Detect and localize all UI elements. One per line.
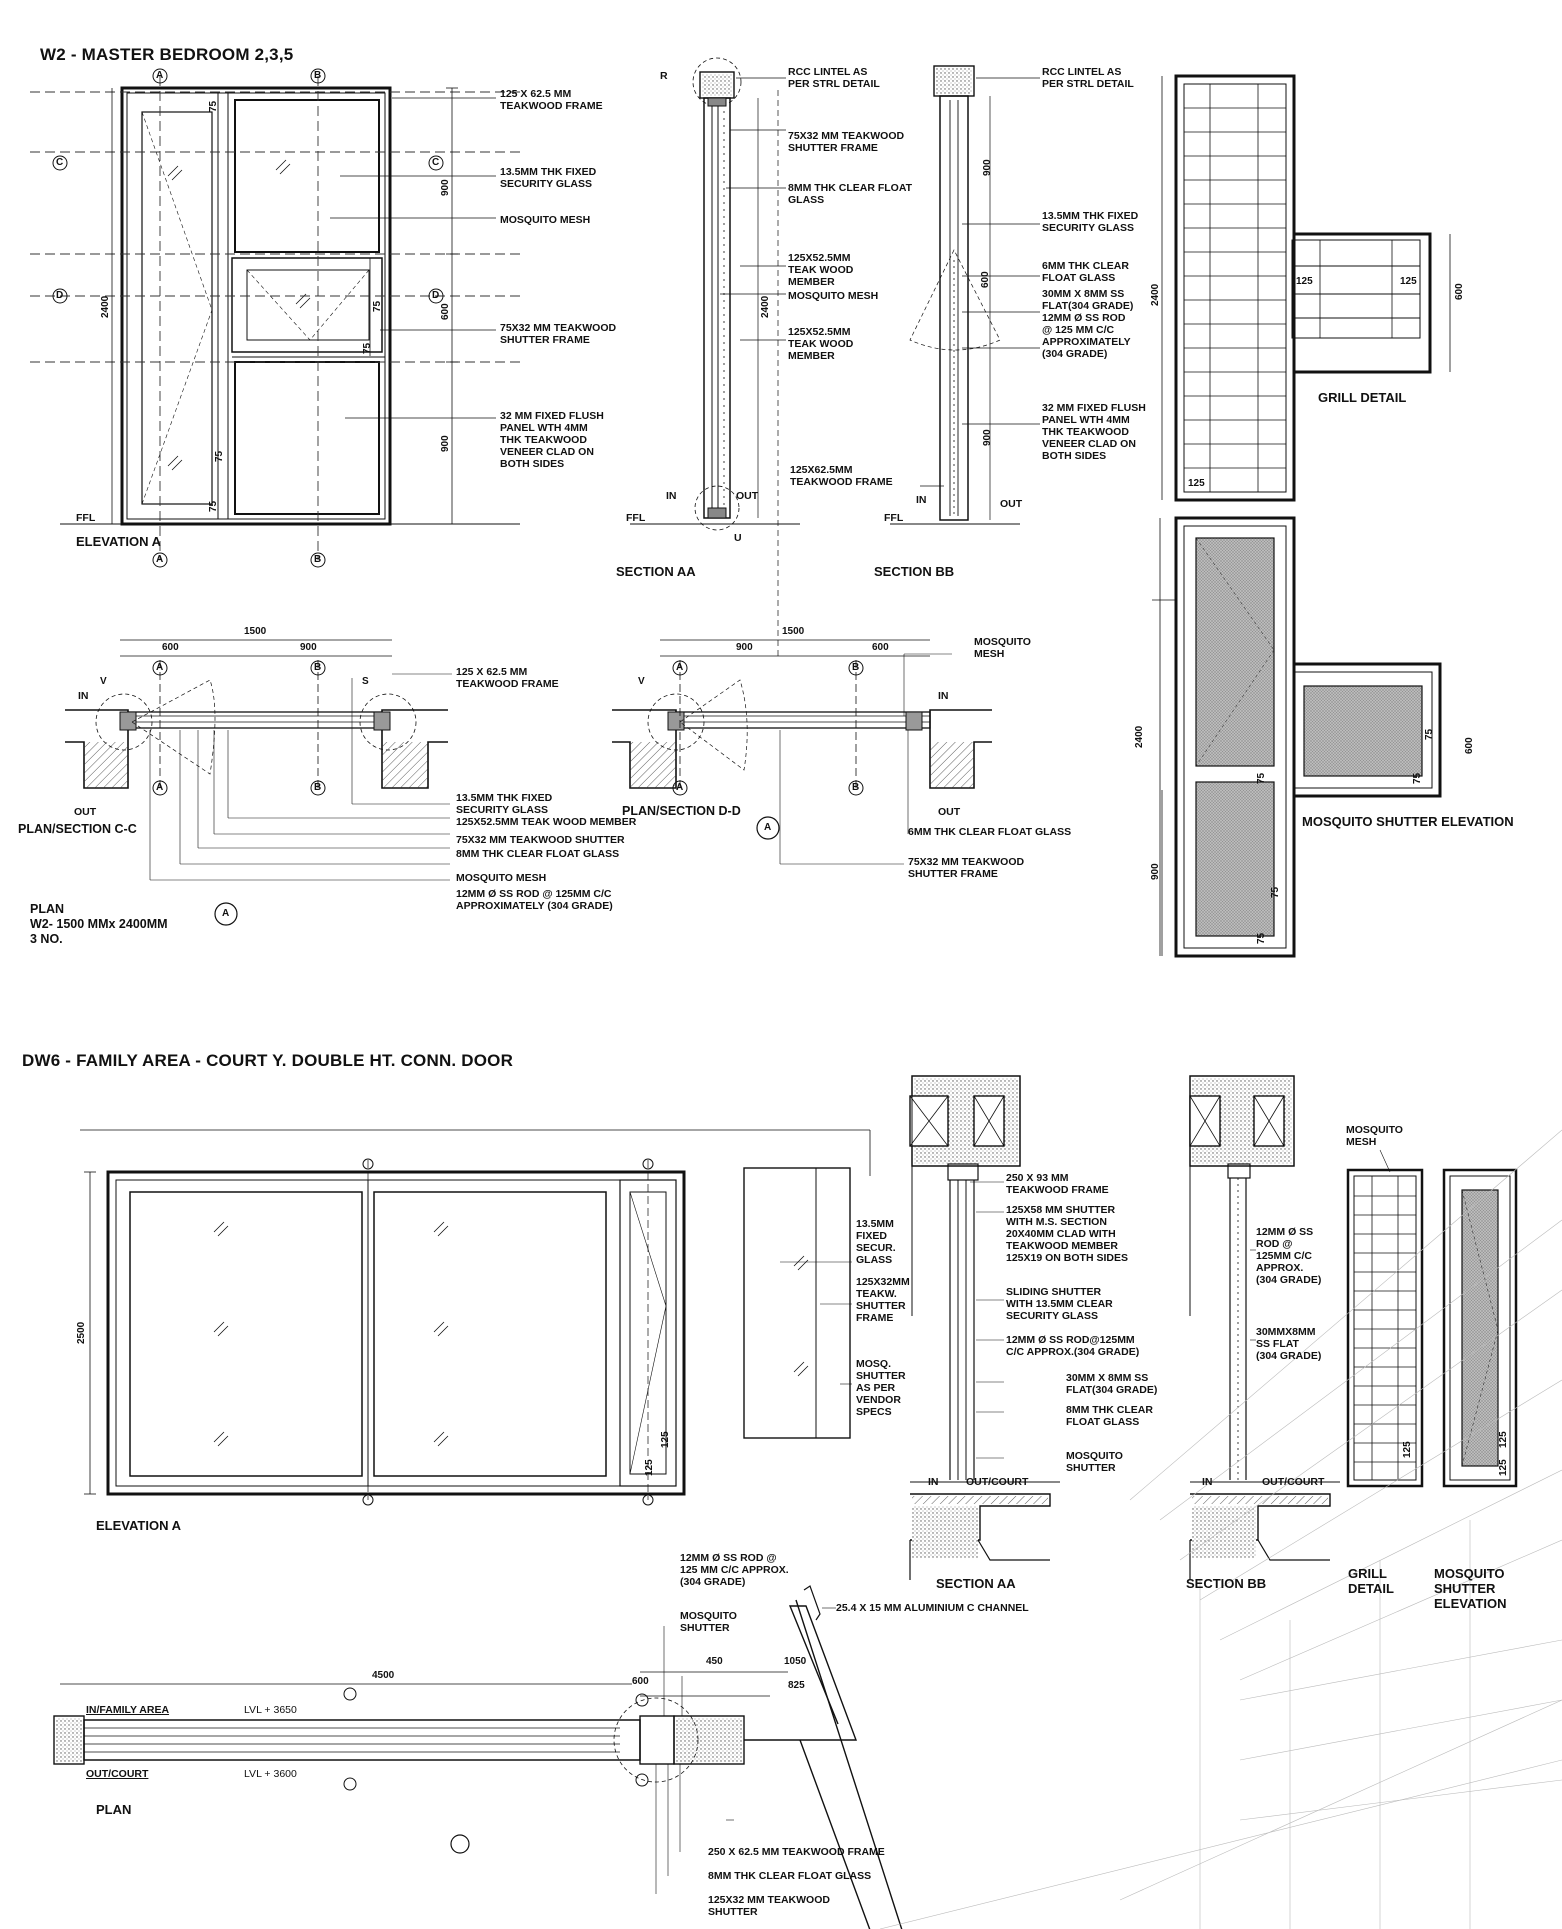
w2-section-bb-caption: SECTION BB [874, 564, 955, 579]
w2-sec-out: OUT [736, 490, 759, 502]
w2-dd-v: V [638, 676, 645, 687]
w2-plan-member: 125X52.5MM TEAK WOOD MEMBER [456, 816, 637, 828]
w2-grill-dim-125-c: 125 [1188, 478, 1205, 489]
w2-plan-dim-900: 900 [300, 642, 317, 653]
w2-secb-ss-rod: 12MM Ø SS ROD @ 125 MM C/C APPROXIMATELY (304 GRADE) [1042, 312, 1131, 360]
w2-label-mesh: MOSQUITO MESH [500, 214, 591, 226]
w2-dd-dim-600: 600 [872, 642, 889, 653]
w2-dim-2400: 2400 [100, 295, 111, 318]
w2-mosq-dim-75-d: 75 [1270, 886, 1281, 898]
w2-dim-75-c: 75 [362, 342, 373, 354]
dw6-bb-out: OUT/COURT [1262, 1476, 1325, 1488]
dw6-plan-in-family: IN/FAMILY AREA [86, 1704, 170, 1716]
w2-sec-member-b: 125X52.5MM TEAK WOOD MEMBER [788, 326, 854, 362]
w2-secb-ffl: FFL [884, 512, 904, 524]
w2-dd-frame: 75X32 MM TEAKWOOD SHUTTER FRAME [908, 856, 1025, 880]
w2-grid-c-right: C [432, 157, 440, 168]
dw6-plan-mosq: MOSQUITO SHUTTER [680, 1610, 737, 1634]
w2-grid-a-top: A [156, 70, 164, 81]
w2-dd-symbol-a: A [764, 822, 772, 833]
w2-dd-grid-b: B [852, 662, 860, 673]
dw6-mesh: MOSQUITO MESH [1346, 1124, 1403, 1148]
dw6-plan-dim-600: 600 [632, 1676, 649, 1687]
w2-mosq-dim-75-a: 75 [1424, 728, 1435, 740]
w2-dim-75-a: 75 [208, 100, 219, 112]
dw6-elevation [80, 1130, 870, 1505]
w2-dd-grid-b-bottom: B [852, 782, 860, 793]
w2-dd-grid-a-bottom: A [676, 782, 684, 793]
w2-ffl: FFL [76, 512, 96, 524]
w2-plan-float: 8MM THK CLEAR FLOAT GLASS [456, 848, 620, 860]
w2-grid-c-left: C [56, 157, 64, 168]
w2-plan-grid-a: A [156, 662, 164, 673]
w2-dim-75-d: 75 [214, 450, 225, 462]
w2-grid-a-bottom: A [156, 554, 164, 565]
w2-mosquito-elevation [1152, 518, 1440, 956]
w2-plan-symbol-a: A [222, 908, 230, 919]
w2-grill-detail [1162, 76, 1450, 500]
dw6-aa-rod: 12MM Ø SS ROD@125MM C/C APPROX.(304 GRADE) [1006, 1334, 1140, 1358]
w2-dim-900-bottom: 900 [440, 435, 451, 452]
w2-plan-grid-b: B [314, 662, 322, 673]
w2-dim-900-top: 900 [440, 179, 451, 196]
dw6-bb-flat: 30MMX8MM SS FLAT (304 GRADE) [1256, 1326, 1322, 1362]
dw6-plan-rod: 12MM Ø SS ROD @ 125 MM C/C APPROX. (304 GRADE) [680, 1552, 789, 1588]
dw6-aa-in: IN [928, 1476, 939, 1488]
w2-label-shutter-frame: 75X32 MM TEAKWOOD SHUTTER FRAME [500, 322, 617, 346]
dw6-shutter-frame: 125X32MM TEAKW. SHUTTER FRAME [856, 1276, 910, 1324]
w2-plan-frame: 125 X 62.5 MM TEAKWOOD FRAME [456, 666, 559, 690]
dw6-plan-lvl2: LVL + 3600 [244, 1768, 297, 1780]
w2-dim-75-b: 75 [372, 300, 383, 312]
dw6-title: DW6 - FAMILY AREA - COURT Y. DOUBLE HT. CONN. DOOR [22, 1051, 514, 1070]
dw6-plan-dim-450: 450 [706, 1656, 723, 1667]
w2-plan-dim-1500: 1500 [244, 626, 267, 637]
w2-plan-grid-b-bottom: B [314, 782, 322, 793]
dw6-aa-mosq: MOSQUITO SHUTTER [1066, 1450, 1123, 1474]
w2-secb-dim-600: 600 [980, 271, 991, 288]
w2-plan-mesh: MOSQUITO MESH [456, 872, 547, 884]
dw6-section-aa-caption: SECTION AA [936, 1576, 1016, 1591]
w2-mosquito-elevation-caption: MOSQUITO SHUTTER ELEVATION [1302, 814, 1514, 829]
w2-plan-sec-glass: 13.5MM THK FIXED SECURITY GLASS [456, 792, 553, 816]
w2-secb-in: IN [916, 494, 927, 506]
w2-mosq-dim-2400: 2400 [1134, 725, 1145, 748]
dw6-bb-in: IN [1202, 1476, 1213, 1488]
w2-secb-security-glass: 13.5MM THK FIXED SECURITY GLASS [1042, 210, 1139, 234]
dw6-aa-float: 8MM THK CLEAR FLOAT GLASS [1066, 1404, 1153, 1428]
w2-sec-dim-2400: 2400 [760, 295, 771, 318]
dw6-grill-detail [1348, 1150, 1422, 1486]
w2-grill-caption: GRILL DETAIL [1318, 390, 1407, 405]
dw6-aa-sliding: SLIDING SHUTTER WITH 13.5MM CLEAR SECURITY GLASS [1006, 1286, 1113, 1322]
w2-grid-d-right: D [432, 290, 440, 301]
w2-grid-b-top: B [314, 70, 322, 81]
w2-plan-cc-caption: PLAN/SECTION C-C [18, 822, 137, 836]
dw6-elevation-caption: ELEVATION A [96, 1518, 181, 1533]
w2-dim-75-e: 75 [208, 500, 219, 512]
dw6-section-aa [910, 1076, 1060, 1580]
dw6-aa-shutter: 125X58 MM SHUTTER WITH M.S. SECTION 20X40MM CLAD WITH TEAKWOOD MEMBER 125X19 ON BOTH SIDES [1006, 1204, 1128, 1264]
w2-secb-out: OUT [1000, 498, 1023, 510]
w2-sec-ffl: FFL [626, 512, 646, 524]
w2-secb-lintel: RCC LINTEL AS PER STRL DETAIL [1042, 66, 1134, 90]
w2-plan-title: PLAN W2- 1500 MMx 2400MM 3 NO. [30, 902, 168, 946]
w2-mosq-dim-75-e: 75 [1256, 932, 1267, 944]
dw6-plan-dim-825: 825 [788, 1680, 805, 1691]
w2-sec-lintel: RCC LINTEL AS PER STRL DETAIL [788, 66, 880, 90]
w2-title: W2 - MASTER BEDROOM 2,3,5 [40, 45, 294, 64]
dw6-grill-caption: GRILL DETAIL [1348, 1566, 1394, 1596]
w2-sec-r: R [660, 70, 668, 82]
w2-plan-s: S [362, 676, 369, 687]
w2-plan-shutter: 75X32 MM TEAKWOOD SHUTTER [456, 834, 625, 846]
dw6-plan-out-court: OUT/COURT [86, 1768, 149, 1780]
w2-plan-dd-caption: PLAN/SECTION D-D [622, 804, 741, 818]
w2-sec-float-glass: 8MM THK CLEAR FLOAT GLASS [788, 182, 913, 206]
dw6-bb-rod: 12MM Ø SS ROD @ 125MM C/C APPROX. (304 GRADE) [1256, 1226, 1322, 1286]
dw6-section-bb-caption: SECTION BB [1186, 1576, 1267, 1591]
dw6-plan-shutter: 125X32 MM TEAKWOOD SHUTTER [708, 1894, 830, 1918]
w2-plan-cc [65, 640, 452, 925]
w2-label-security-glass: 13.5MM THK FIXED SECURITY GLASS [500, 166, 597, 190]
w2-dd-out: OUT [938, 806, 961, 818]
w2-sec-frame-bottom: 125X62.5MM TEAKWOOD FRAME [790, 464, 893, 488]
w2-secb-ss-flat: 30MM X 8MM SS FLAT(304 GRADE) [1042, 288, 1134, 312]
w2-section-bb [890, 66, 1040, 524]
w2-dd-dim-900: 900 [736, 642, 753, 653]
dw6-fixed-glass: 13.5MM FIXED SECUR. GLASS [856, 1218, 896, 1266]
dw6-aa-frame: 250 X 93 MM TEAKWOOD FRAME [1006, 1172, 1109, 1196]
w2-grill-dim-2400: 2400 [1150, 283, 1161, 306]
w2-secb-dim-900a: 900 [982, 159, 993, 176]
dw6-mosq-dim-125-b: 125 [1498, 1459, 1509, 1476]
w2-dd-dim-1500: 1500 [782, 626, 805, 637]
dw6-plan-frame: 250 X 62.5 MM TEAKWOOD FRAME [708, 1846, 885, 1858]
dw6-dim-125-a: 125 [660, 1431, 671, 1448]
w2-secb-dim-900b: 900 [982, 429, 993, 446]
w2-plan-v: V [100, 676, 107, 687]
dw6-dim-125-b: 125 [644, 1459, 655, 1476]
w2-plan-in: IN [78, 690, 89, 702]
w2-elevation-caption: ELEVATION A [76, 534, 161, 549]
w2-plan-rod: 12MM Ø SS ROD @ 125MM C/C APPROXIMATELY (304 GRADE) [456, 888, 613, 912]
w2-label-frame: 125 X 62.5 MM TEAKWOOD FRAME [500, 88, 603, 112]
w2-dd-mesh: MOSQUITO MESH [974, 636, 1031, 660]
w2-sec-shutter-frame: 75X32 MM TEAKWOOD SHUTTER FRAME [788, 130, 905, 154]
dw6-dim-2500: 2500 [76, 1321, 87, 1344]
dw6-mosq-vendor: MOSQ. SHUTTER AS PER VENDOR SPECS [856, 1358, 906, 1418]
w2-mosq-dim-900: 900 [1150, 863, 1161, 880]
w2-plan-dim-600: 600 [162, 642, 179, 653]
dw6-mosq-elevation-caption: MOSQUITO SHUTTER ELEVATION [1434, 1566, 1507, 1611]
dw6-plan-dim-4500: 4500 [372, 1670, 395, 1681]
dw6-aa-out: OUT/COURT [966, 1476, 1029, 1488]
w2-label-flush-panel: 32 MM FIXED FLUSH PANEL WTH 4MM THK TEAKWOOD VENEER CLAD ON BOTH SIDES [500, 410, 604, 470]
w2-sec-member-a: 125X52.5MM TEAK WOOD MEMBER [788, 252, 854, 288]
w2-dim-600: 600 [440, 303, 451, 320]
w2-dd-glass: 6MM THK CLEAR FLOAT GLASS [908, 826, 1072, 838]
w2-grid-d-left: D [56, 290, 64, 301]
w2-secb-clear-glass: 6MM THK CLEAR FLOAT GLASS [1042, 260, 1129, 284]
dw6-plan-lvl1: LVL + 3650 [244, 1704, 297, 1716]
w2-grill-dim-600: 600 [1454, 283, 1465, 300]
w2-mosq-dim-75-b: 75 [1412, 772, 1423, 784]
w2-secb-flush: 32 MM FIXED FLUSH PANEL WTH 4MM THK TEAKWOOD VENEER CLAD ON BOTH SIDES [1042, 402, 1146, 462]
w2-section-aa-caption: SECTION AA [616, 564, 696, 579]
dw6-mosq-dim-125-a: 125 [1498, 1431, 1509, 1448]
w2-mosq-dim-600: 600 [1464, 737, 1475, 754]
w2-sec-in: IN [666, 490, 677, 502]
w2-mosq-dim-75-c: 75 [1256, 772, 1267, 784]
w2-sec-u: U [734, 532, 742, 544]
w2-grill-dim-125-a: 125 [1296, 276, 1313, 287]
w2-dd-in: IN [938, 690, 949, 702]
w2-grid-b-bottom: B [314, 554, 322, 565]
dw6-plan-dim-1050: 1050 [784, 1656, 807, 1667]
w2-sec-mesh: MOSQUITO MESH [788, 290, 879, 302]
w2-grill-dim-125-b: 125 [1400, 276, 1417, 287]
dw6-plan-glass: 8MM THK CLEAR FLOAT GLASS [708, 1870, 872, 1882]
dw6-plan-caption: PLAN [96, 1802, 132, 1817]
dw6-grill-dim-125: 125 [1402, 1441, 1413, 1458]
w2-plan-grid-a-bottom: A [156, 782, 164, 793]
dw6-plan-channel: 25.4 X 15 MM ALUMINIUM C CHANNEL [836, 1602, 1029, 1614]
w2-dd-grid-a: A [676, 662, 684, 673]
w2-plan-out: OUT [74, 806, 97, 818]
dw6-aa-flat: 30MM X 8MM SS FLAT(304 GRADE) [1066, 1372, 1158, 1396]
